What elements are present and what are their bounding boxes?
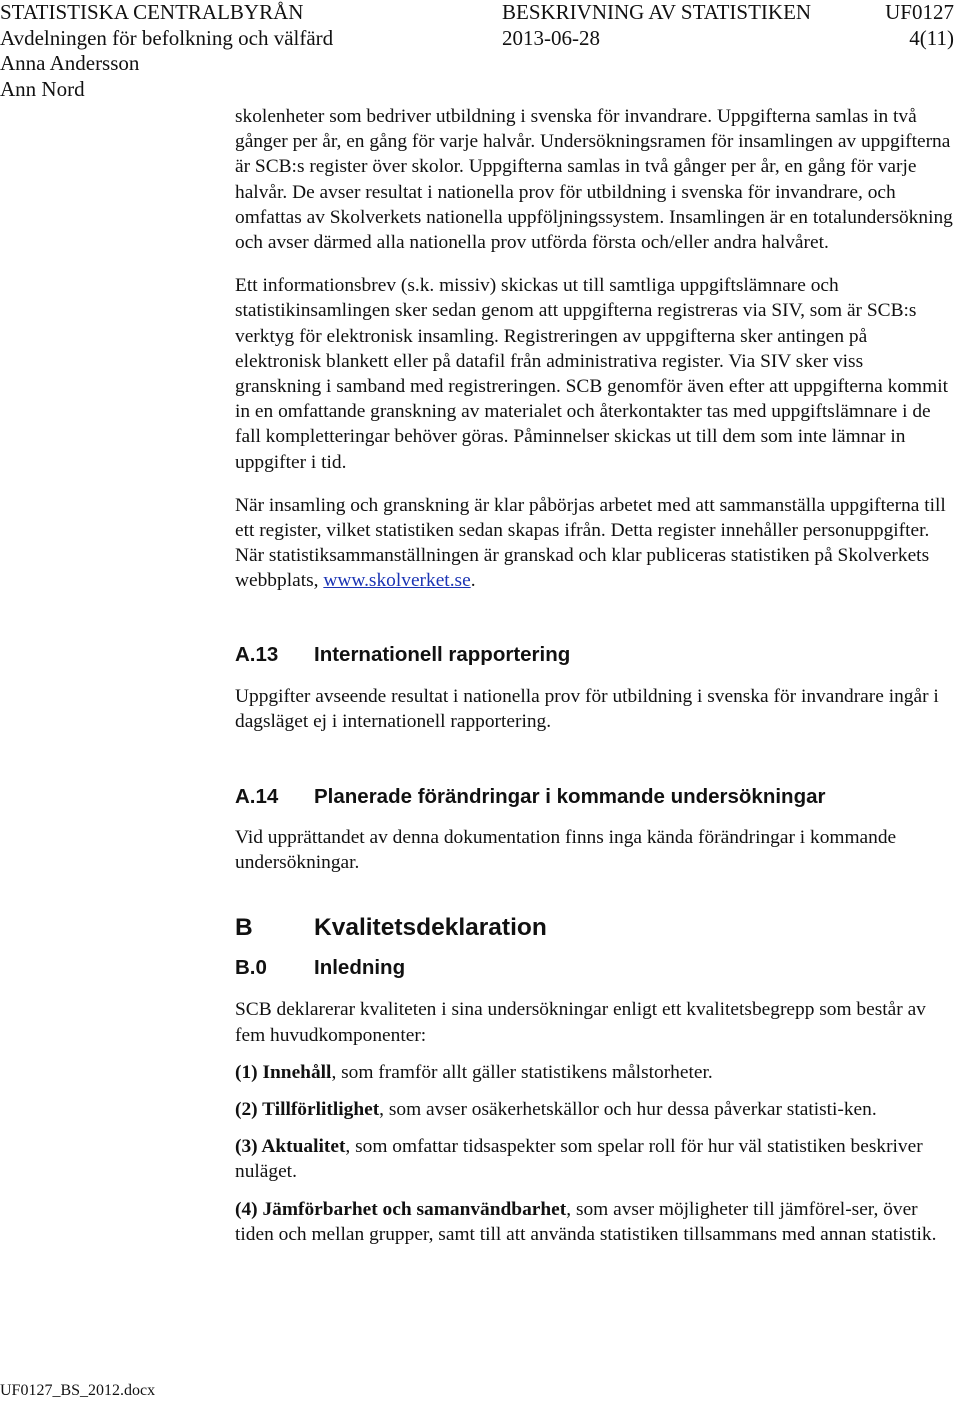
quality-component-label: (1) Innehåll	[235, 1061, 332, 1083]
footer-filename: UF0127_BS_2012.docx	[0, 1382, 156, 1399]
body-paragraph-3-text: När insamling och granskning är klar påbörjas arbetet med att sammanställa uppgifterna till ett register, vilket statistiken sedan skapas ifrån. Detta register innehåller personuppgifter. När statistiksammanställningen är granskad och klar publiceras statistiken på Skolverkets webbplats,	[235, 494, 946, 592]
header-doc-code: UF0127	[885, 0, 954, 24]
quality-component-text: , som omfattar tidsaspekter som spelar roll för hur väl statistiken beskriver nuläget.	[235, 1136, 923, 1183]
quality-component-2	[235, 1097, 953, 1122]
header-org: STATISTISKA CENTRALBYRÅN	[0, 0, 304, 24]
header-date: 2013-06-28	[502, 25, 600, 50]
quality-component-text: , som avser möjligheter till jämförel-ser, över tiden och mellan grupper, samt till att använda statistiken tillsammans med annan statistik.	[235, 1198, 937, 1245]
section-number: B.0	[235, 956, 267, 980]
header-row-3	[0, 51, 960, 77]
section-heading-b0	[235, 955, 953, 983]
section-b0-intro: SCB deklarerar kvaliteten i sina undersökningar enligt ett kvalitetsbegrepp som består av fem huvudkomponenter:	[235, 999, 926, 1046]
section-heading-b	[235, 915, 953, 947]
section-number: A.14	[235, 785, 279, 809]
body-paragraph-3	[235, 493, 953, 594]
section-heading-a13	[235, 642, 953, 670]
quality-component-label: (2) Tillförlitlighet	[235, 1099, 380, 1121]
header-author-2: Ann Nord	[0, 76, 85, 101]
page-content	[235, 104, 953, 1247]
body-paragraph-3-end: .	[470, 570, 476, 592]
quality-component-label: (3) Aktualitet	[235, 1136, 346, 1158]
page-header	[0, 0, 960, 102]
header-doc-type: BESKRIVNING AV STATISTIKEN	[502, 0, 812, 24]
section-heading-a14	[235, 784, 953, 812]
body-paragraph-1: skolenheter som bedriver utbildning i svenska för invandrare. Uppgifterna samlas in två gånger per år, en gång för varje halvår. Undersökningsramen för insamlingen av uppgifterna är SCB:s register över skolor. Uppgifterna samlas in två gånger per år, en gång för varje halvår. De avser resultat i nationella prov för utbildning i svenska för invandrare, och omfattas av Skolverkets nationella uppföljningssystem. Insamlingen är en totalundersökning och avser därmed alla nationella prov utförda första och/eller andra halvåret.	[235, 106, 953, 254]
header-department: Avdelningen för befolkning och välfärd	[0, 25, 334, 50]
quality-component-text: , som avser osäkerhetskällor och hur dessa påverkar statisti-ken.	[379, 1099, 877, 1121]
section-title: Kvalitetsdeklaration	[314, 914, 547, 942]
header-row-1	[0, 0, 960, 26]
quality-component-1	[235, 1060, 953, 1085]
quality-component-4	[235, 1197, 953, 1247]
quality-component-text: , som framför allt gäller statistikens målstorheter.	[331, 1061, 713, 1083]
quality-component-label: (4) Jämförbarhet och samanvändbarhet	[235, 1198, 567, 1220]
header-author-1: Anna Andersson	[0, 51, 140, 75]
header-row-2	[0, 26, 960, 52]
body-paragraph-2: Ett informationsbrev (s.k. missiv) skickas ut till samtliga uppgiftslämnare och statistikinsamlingen sker sedan genom att uppgifterna registreras via SIV, som är SCB:s verktyg för elektronisk insamling. Registreringen av uppgifterna sker antingen på elektronisk blankett eller på datafil från administrativa register. Via SIV sker viss granskning i samband med registreringen. SCB genomför även efter att uppgifterna kommit in en omfattande granskning av materialet och återkontakter tas med uppgiftslämnare i de fall kompletteringar behöver göras. Påminnelser skickas ut till dem som inte lämnar in uppgifter i tid.	[235, 275, 948, 473]
section-a14-text: Vid upprättandet av denna dokumentation finns inga kända förändringar i kommande undersökningar.	[235, 827, 897, 874]
quality-component-3	[235, 1134, 953, 1184]
header-row-4	[0, 77, 960, 103]
page-footer	[0, 1382, 155, 1400]
section-number: B	[235, 914, 253, 942]
section-number: A.13	[235, 642, 279, 666]
section-title: Planerade förändringar i kommande undersökningar	[314, 785, 826, 809]
section-title: Inledning	[314, 956, 406, 980]
section-a13-text: Uppgifter avseende resultat i nationella prov för utbildning i svenska för invandrare ingår i dagsläget ej i internationell rapportering.	[235, 685, 939, 732]
section-title: Internationell rapportering	[314, 642, 571, 666]
skolverket-link[interactable]: www.skolverket.se	[323, 570, 471, 592]
header-page-number: 4(11)	[909, 25, 954, 50]
